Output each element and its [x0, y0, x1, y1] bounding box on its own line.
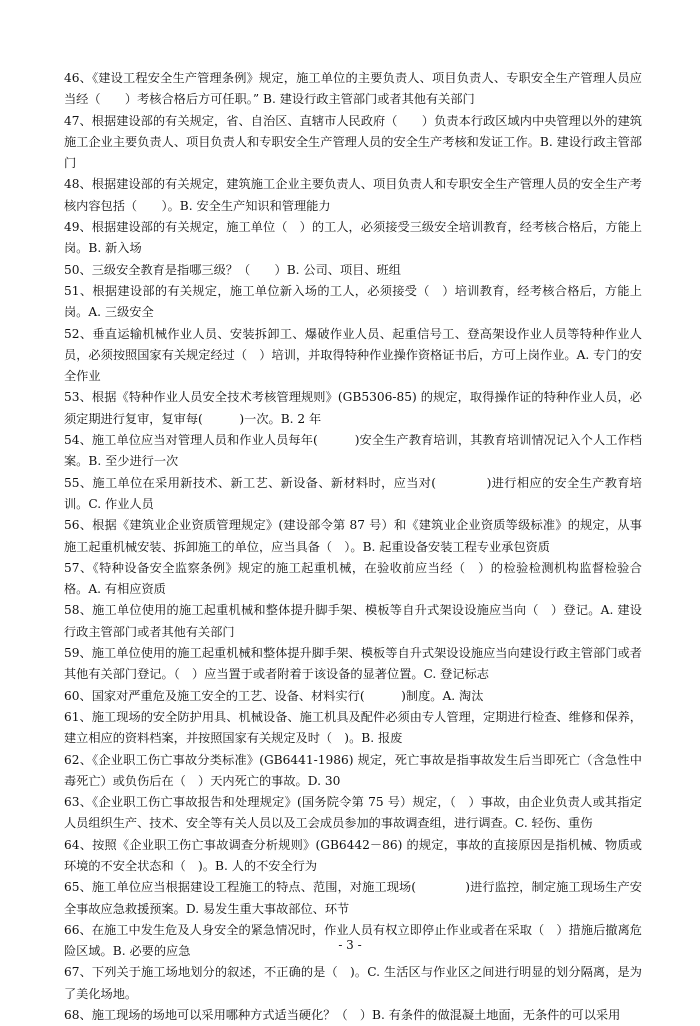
question-68: 68、施工现场的场地可以采用哪种方式适当硬化？（ ）B. 有条件的做混凝土地面，无条件的可以采用	[64, 1008, 621, 1023]
question-47: 47、根据建设部的有关规定，省、自治区、直辖市人民政府（ ）负责本行政区域内中央管理以外的建筑施工企业主要负责人、项目负责人和专职安全生产管理人员的安全生产考核和发证工作。B. 建设行政主管部门	[64, 113, 642, 171]
document-body	[64, 68, 642, 1026]
question-58: 58、施工单位使用的施工起重机械和整体提升脚手架、模板等自升式架设设施应当向（ ）登记。A. 建设行政主管部门或者其他有关部门	[64, 603, 642, 639]
question-48: 48、根据建设部的有关规定，建筑施工企业主要负责人、项目负责人和专职安全生产管理人员的安全生产考核内容包括（ ）。B. 安全生产知识和管理能力	[64, 177, 642, 213]
question-49: 49、根据建设部的有关规定，施工单位（ ）的工人，必须接受三级安全培训教育，经考核合格后，方能上岗。B. 新入场	[64, 220, 642, 256]
question-67: 67、下列关于施工场地划分的叙述，不正确的是（ )。C. 生活区与作业区之间进行明显的划分隔离，是为了美化场地。	[64, 965, 642, 1001]
question-57: 57、《特种设备安全监察条例》规定的施工起重机械，在验收前应当经（ ）的检验检测机构监督检验合格。A. 有相应资质	[64, 560, 642, 597]
question-60: 60、国家对严重危及施工安全的工艺、设备、材料实行( )制度。A. 淘汰	[64, 688, 484, 703]
page-number: - 3 -	[338, 938, 362, 952]
question-50: 50、三级安全教育是指哪三级？（ ）B. 公司、项目、班组	[64, 262, 401, 277]
question-53: 53、根据《特种作业人员安全技术考核管理规则》(GB5306-85) 的规定，取得操作证的特种作业人员，必须定期进行复审，复审每( )一次。B. 2 年	[64, 390, 642, 426]
question-55: 55、施工单位在采用新技术、新工艺、新设备、新材料时，应当对( )进行相应的安全生产教育培训。C. 作业人员	[64, 475, 642, 511]
question-64: 64、按照《企业职工伤亡事故调查分析规则》(GB6442－86) 的规定，事故的直接原因是指机械、物质或环境的不安全状态和（ )。B. 人的不安全行为	[64, 837, 642, 873]
question-46: 46、《建设工程安全生产管理条例》规定，施工单位的主要负责人、项目负责人、专职安全生产管理人员应当经（ ）考核合格后方可任职。” B. 建设行政主管部门或者其他有关部门	[64, 71, 642, 107]
question-56: 56、根据《建筑业企业资质管理规定》(建设部令第 87 号）和《建筑业企业资质等级标准》的规定，从事施工起重机械安装、拆卸施工的单位，应当具备（ ）。B. 起重设备安装工程专业承包资质	[64, 518, 642, 554]
question-62: 62、《企业职工伤亡事故分类标准》(GB6441-1986) 规定，死亡事故是指事故发生后当即死亡（含急性中毒死亡）或负伤后在（ ）天内死亡的事故。D. 30	[64, 752, 642, 788]
question-59: 59、施工单位使用的施工起重机械和整体提升脚手架、模板等自升式架设设施应当向建设行政主管部门或者其他有关部门登记。（ ）应当置于或者附着于该设备的显著位置。C. 登记标志	[64, 646, 642, 682]
question-63: 63、《企业职工伤亡事故报告和处理规定》(国务院令第 75 号）规定，（ ）事故，由企业负责人或其指定人员组织生产、技术、安全等有关人员以及工会成员参加的事故调查组，进行调查。C. 轻伤、重伤	[64, 795, 642, 831]
question-51: 51、根据建设部的有关规定，施工单位新入场的工人，必须接受（ ）培训教育，经考核合格后，方能上岗。A. 三级安全	[64, 283, 642, 320]
question-52: 52、垂直运输机械作业人员、安装拆卸工、爆破作业人员、起重信号工、登高架设作业人员等特种作业人员，必须按照国家有关规定经过（ ）培训，并取得特种作业操作资格证书后，方可上岗作业。A. 专门的安全作业	[64, 326, 642, 384]
question-65: 65、施工单位应当根据建设工程施工的特点、范围，对施工现场( )进行监控，制定施工现场生产安全事故应急救援预案。D. 易发生重大事故部位、环节	[64, 880, 642, 916]
question-61: 61、施工现场的安全防护用具、机械设备、施工机具及配件必须由专人管理，定期进行检查、维修和保养，建立相应的资料档案，并按照国家有关规定及时（ )。B. 报废	[64, 709, 642, 746]
question-54: 54、施工单位应当对管理人员和作业人员每年( )安全生产教育培训，其教育培训情况记入个人工作档案。B. 至少进行一次	[64, 433, 642, 469]
question-66: 66、在施工中发生危及人身安全的紧急情况时，作业人员有权立即停止作业或者在采取（ ）措施后撤离危险区域。B. 必要的应急	[64, 922, 642, 959]
